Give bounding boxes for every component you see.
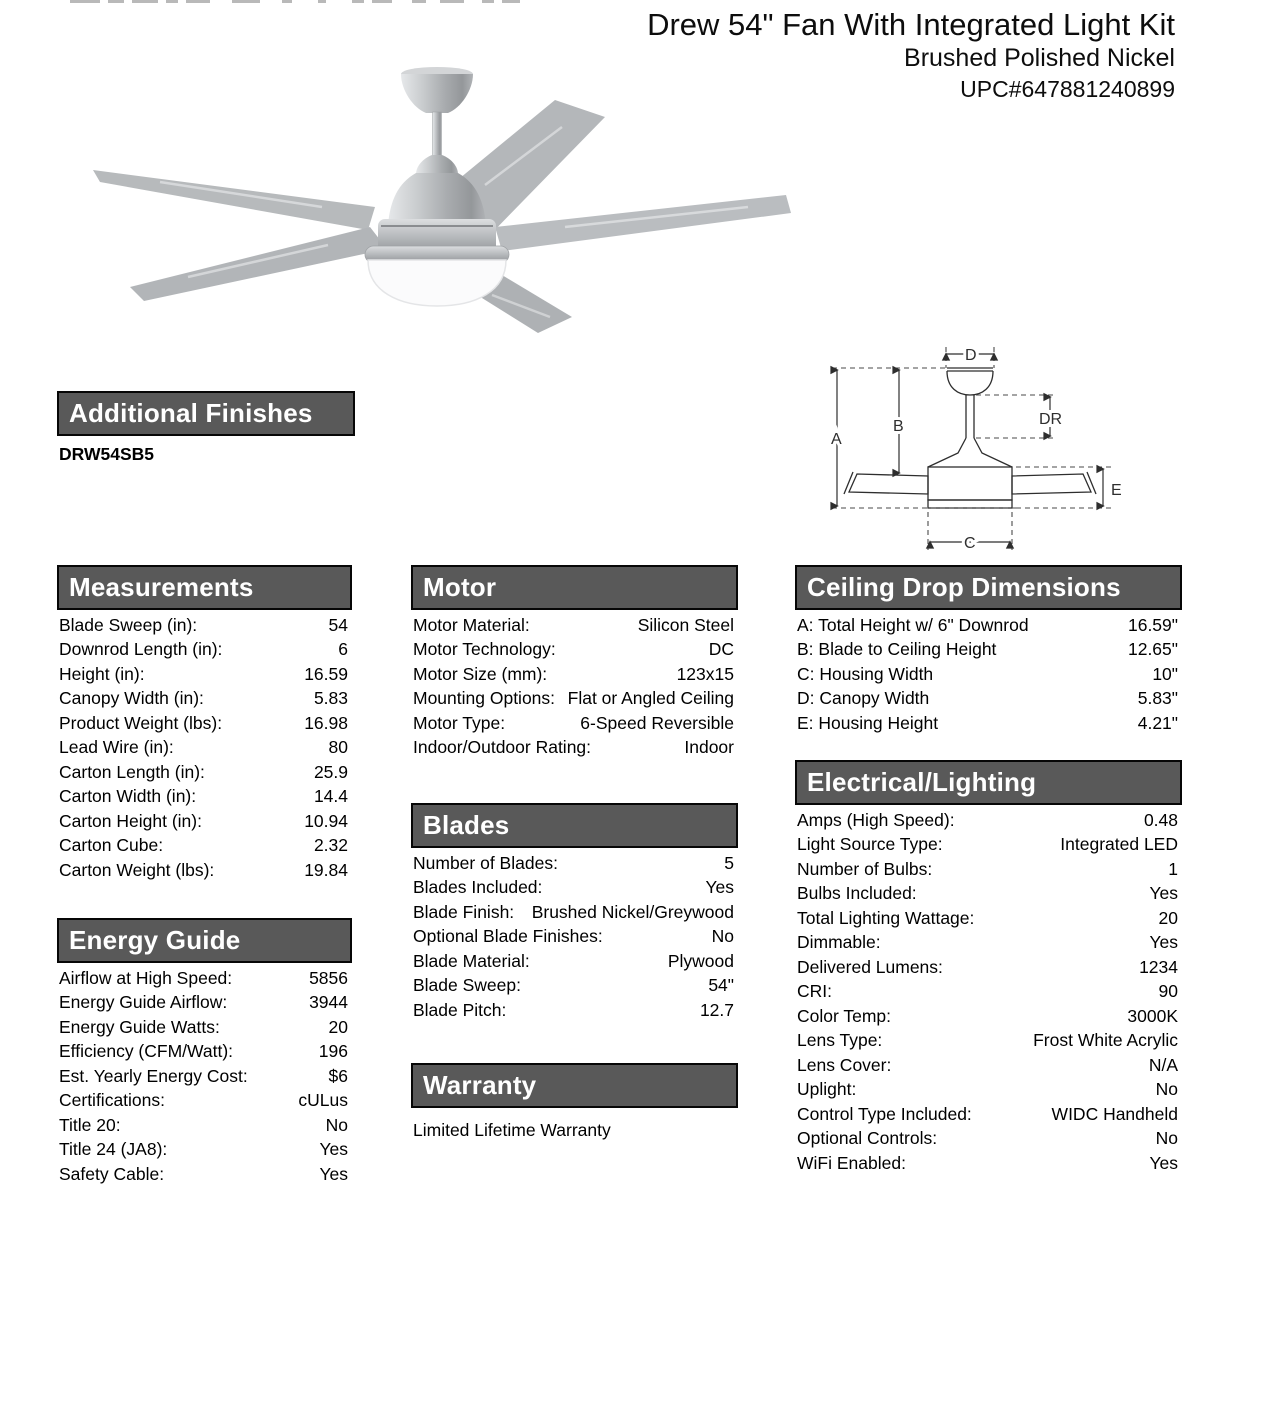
dimension-diagram: [820, 332, 1240, 562]
spec-value: 16.59": [1127, 614, 1178, 635]
fan-product-photo: [60, 55, 820, 365]
spec-label: B: Blade to Ceiling Height: [797, 639, 997, 660]
spec-value: 6-Speed Reversible: [580, 712, 734, 733]
spec-value: 16.59: [304, 663, 348, 684]
spec-row: [411, 949, 738, 974]
spec-row: [795, 687, 1182, 712]
spec-value: 25.9: [313, 761, 348, 782]
spec-label: Lens Cover:: [797, 1054, 892, 1075]
spec-value: 12.65": [1127, 639, 1178, 660]
spec-label: Motor Material:: [413, 614, 530, 635]
spec-label: Title 20:: [59, 1114, 121, 1135]
spec-value: Frost White Acrylic: [1033, 1030, 1178, 1051]
diagram-label-c: C: [964, 535, 976, 552]
diagram-label-e: E: [1111, 482, 1122, 499]
spec-label: Amps (High Speed):: [797, 809, 955, 830]
spec-value: Plywood: [667, 950, 734, 971]
spec-label: Blade Sweep:: [413, 975, 521, 996]
spec-row: [57, 785, 352, 810]
spec-label: Est. Yearly Energy Cost:: [59, 1065, 248, 1086]
ceiling-drop-table: [795, 565, 1182, 736]
spec-row: [411, 876, 738, 901]
spec-value: 14.4: [313, 786, 348, 807]
spec-label: Uplight:: [797, 1079, 857, 1100]
spec-label: Downrod Length (in):: [59, 639, 223, 660]
blades-header: Blades: [411, 803, 738, 848]
spec-value: 19.84: [304, 859, 348, 880]
spec-row: [57, 1138, 352, 1163]
spec-row: [411, 851, 738, 876]
spec-value: 1234: [1139, 956, 1178, 977]
spec-label: C: Housing Width: [797, 663, 934, 684]
spec-label: Carton Width (in):: [59, 786, 197, 807]
spec-label: Carton Weight (lbs):: [59, 859, 215, 880]
spec-value: 54": [708, 975, 734, 996]
spec-row: [795, 1029, 1182, 1054]
motor-table: [411, 565, 738, 760]
spec-row: [795, 638, 1182, 663]
spec-value: Yes: [319, 1139, 348, 1160]
model-number: DRW54SB5: [59, 444, 154, 464]
spec-row: [795, 1102, 1182, 1127]
spec-label: Optional Controls:: [797, 1128, 938, 1149]
spec-label: Carton Length (in):: [59, 761, 205, 782]
spec-row: [795, 857, 1182, 882]
spec-label: Energy Guide Airflow:: [59, 992, 228, 1013]
spec-label: Total Lighting Wattage:: [797, 907, 975, 928]
electrical-lighting-table: [795, 760, 1182, 1176]
spec-label: Number of Blades:: [413, 852, 558, 873]
spec-value: 123x15: [676, 663, 734, 684]
spec-label: Title 24 (JA8):: [59, 1139, 168, 1160]
spec-row: [795, 1151, 1182, 1176]
additional-finishes-section: [57, 391, 355, 465]
spec-label: Motor Size (mm):: [413, 663, 548, 684]
spec-value: Silicon Steel: [637, 614, 734, 635]
spec-value: No: [1155, 1128, 1178, 1149]
diagram-label-b: B: [893, 418, 904, 435]
additional-finishes-header: Additional Finishes: [57, 391, 355, 436]
spec-row: [795, 955, 1182, 980]
spec-row: [795, 1078, 1182, 1103]
spec-label: Safety Cable:: [59, 1163, 165, 1184]
spec-row: [57, 991, 352, 1016]
spec-value: 20: [328, 1016, 348, 1037]
spec-value: 1: [1168, 858, 1178, 879]
spec-value: 54: [328, 614, 348, 635]
spec-label: Color Temp:: [797, 1005, 892, 1026]
spec-value: 80: [328, 737, 348, 758]
diagram-label-a: A: [831, 431, 842, 448]
spec-value: Brushed Nickel/Greywood: [531, 901, 734, 922]
spec-row: [411, 900, 738, 925]
spec-value: Indoor: [684, 737, 734, 758]
spec-label: Blade Material:: [413, 950, 530, 971]
spec-value: 3000K: [1127, 1005, 1178, 1026]
spec-row: [411, 613, 738, 638]
spec-value: $6: [328, 1065, 348, 1086]
spec-value: 90: [1158, 981, 1178, 1002]
spec-row: [411, 998, 738, 1023]
spec-value: DC: [708, 639, 734, 660]
spec-row: [57, 1040, 352, 1065]
spec-row: [57, 711, 352, 736]
warranty-header: Warranty: [411, 1063, 738, 1108]
spec-label: A: Total Height w/ 6" Downrod: [797, 614, 1029, 635]
spec-label: Blade Sweep (in):: [59, 614, 198, 635]
spec-value: cULus: [298, 1090, 348, 1111]
spec-label: Energy Guide Watts:: [59, 1016, 220, 1037]
spec-value: 10": [1152, 663, 1178, 684]
spec-row: [795, 808, 1182, 833]
energy-guide-header: Energy Guide: [57, 918, 352, 963]
spec-value: 12.7: [699, 999, 734, 1020]
spec-value: Yes: [1149, 1152, 1178, 1173]
spec-row: [411, 638, 738, 663]
measurements-table: [57, 565, 352, 883]
spec-value: 6: [338, 639, 348, 660]
spec-label: Bulbs Included:: [797, 883, 917, 904]
diagram-label-d: D: [965, 347, 977, 364]
spec-value: WIDC Handheld: [1051, 1103, 1178, 1124]
spec-row: [57, 1089, 352, 1114]
spec-label: Indoor/Outdoor Rating:: [413, 737, 592, 758]
spec-row: [57, 760, 352, 785]
fan-canopy: [401, 67, 473, 174]
spec-row: [411, 662, 738, 687]
spec-value: 4.21": [1137, 712, 1178, 733]
spec-label: Carton Height (in):: [59, 810, 202, 831]
spec-value: 20: [1158, 907, 1178, 928]
warranty-text: Limited Lifetime Warranty: [413, 1120, 611, 1140]
spec-label: Blade Pitch:: [413, 999, 507, 1020]
spec-row: [795, 1053, 1182, 1078]
spec-row: [411, 925, 738, 950]
spec-row: [795, 882, 1182, 907]
spec-value: 196: [318, 1041, 348, 1062]
spec-value: 5.83": [1137, 688, 1178, 709]
energy-guide-table: [57, 918, 352, 1187]
spec-value: Yes: [705, 877, 734, 898]
spec-label: Product Weight (lbs):: [59, 712, 223, 733]
spec-value: 0.48: [1143, 809, 1178, 830]
spec-label: Motor Type:: [413, 712, 506, 733]
spec-row: [411, 736, 738, 761]
spec-value: N/A: [1148, 1054, 1178, 1075]
spec-label: WiFi Enabled:: [797, 1152, 906, 1173]
spec-label: E: Housing Height: [797, 712, 939, 733]
spec-row: [57, 1113, 352, 1138]
spec-value: 3944: [309, 992, 348, 1013]
product-upc: UPC#647881240899: [960, 76, 1175, 102]
spec-label: Motor Technology:: [413, 639, 556, 660]
spec-value: 5856: [309, 967, 348, 988]
blades-table: [411, 803, 738, 1023]
spec-row: [795, 980, 1182, 1005]
spec-row: [795, 931, 1182, 956]
spec-row: [411, 687, 738, 712]
spec-row: [411, 974, 738, 999]
spec-row: [795, 833, 1182, 858]
spec-value: 2.32: [313, 835, 348, 856]
spec-value: No: [325, 1114, 348, 1135]
diagram-label-dr: DR: [1039, 411, 1063, 428]
warranty-section: [411, 1063, 738, 1141]
spec-row: [57, 1015, 352, 1040]
spec-row: [795, 613, 1182, 638]
spec-row: [57, 687, 352, 712]
spec-value: Yes: [319, 1163, 348, 1184]
spec-label: Dimmable:: [797, 932, 881, 953]
spec-value: 5: [724, 852, 734, 873]
spec-label: Canopy Width (in):: [59, 688, 204, 709]
spec-row: [57, 638, 352, 663]
spec-row: [57, 736, 352, 761]
spec-label: Height (in):: [59, 663, 145, 684]
spec-label: Delivered Lumens:: [797, 956, 943, 977]
spec-label: Lens Type:: [797, 1030, 883, 1051]
spec-row: [57, 1162, 352, 1187]
spec-label: Light Source Type:: [797, 834, 943, 855]
spec-value: Yes: [1149, 883, 1178, 904]
spec-value: No: [1155, 1079, 1178, 1100]
spec-row: [795, 662, 1182, 687]
ceiling-drop-header: Ceiling Drop Dimensions: [795, 565, 1182, 610]
spec-row: [57, 662, 352, 687]
spec-value: Flat or Angled Ceiling: [567, 688, 734, 709]
spec-label: Control Type Included:: [797, 1103, 972, 1124]
spec-label: Mounting Options:: [413, 688, 556, 709]
motor-header: Motor: [411, 565, 738, 610]
spec-value: Integrated LED: [1060, 834, 1178, 855]
spec-label: Number of Bulbs:: [797, 858, 933, 879]
spec-row: [795, 906, 1182, 931]
spec-row: [57, 966, 352, 991]
spec-row: [57, 613, 352, 638]
spec-label: Carton Cube:: [59, 835, 164, 856]
spec-row: [57, 1064, 352, 1089]
spec-label: Optional Blade Finishes:: [413, 926, 603, 947]
spec-value: Yes: [1149, 932, 1178, 953]
spec-label: Certifications:: [59, 1090, 166, 1111]
measurements-header: Measurements: [57, 565, 352, 610]
spec-row: [57, 834, 352, 859]
spec-label: Efficiency (CFM/Watt):: [59, 1041, 234, 1062]
product-title: Drew 54" Fan With Integrated Light Kit: [647, 7, 1175, 42]
spec-row: [57, 809, 352, 834]
spec-label: Airflow at High Speed:: [59, 967, 233, 988]
spec-label: Blade Finish:: [413, 901, 515, 922]
spec-label: CRI:: [797, 981, 832, 1002]
spec-value: 10.94: [304, 810, 348, 831]
spec-row: [795, 1004, 1182, 1029]
spec-value: 5.83: [313, 688, 348, 709]
spec-label: Blades Included:: [413, 877, 543, 898]
spec-row: [57, 858, 352, 883]
spec-row: [411, 711, 738, 736]
spec-label: D: Canopy Width: [797, 688, 930, 709]
electrical-lighting-header: Electrical/Lighting: [795, 760, 1182, 805]
spec-value: No: [711, 926, 734, 947]
spec-row: [795, 711, 1182, 736]
spec-label: Lead Wire (in):: [59, 737, 174, 758]
spec-value: 16.98: [304, 712, 348, 733]
product-finish: Brushed Polished Nickel: [904, 44, 1175, 72]
spec-row: [795, 1127, 1182, 1152]
